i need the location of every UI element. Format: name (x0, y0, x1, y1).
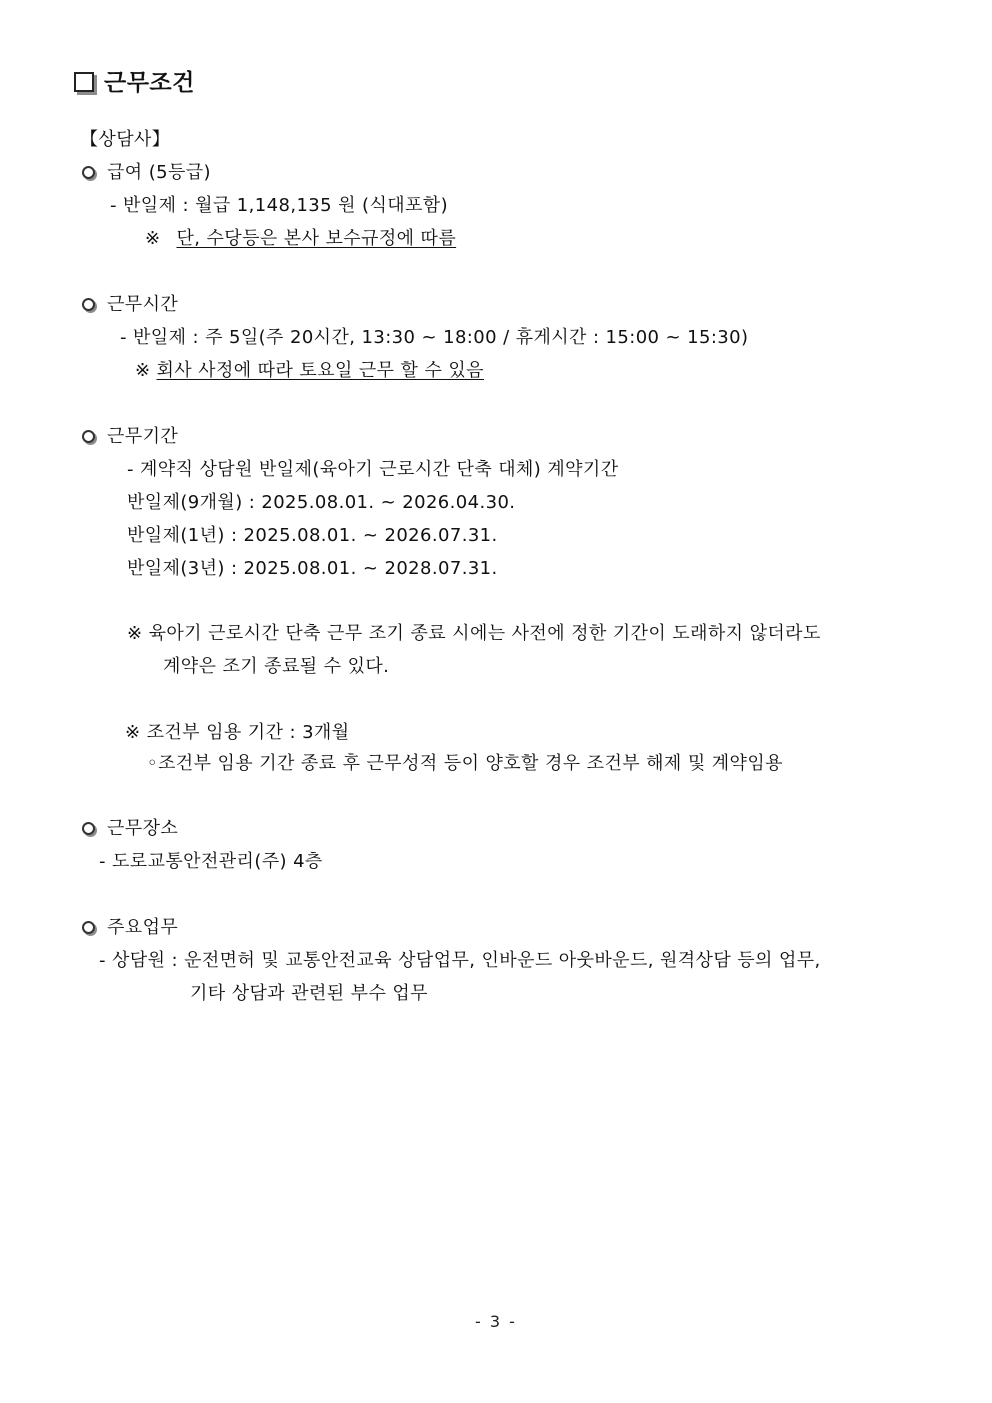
circle-bullet-icon (82, 166, 95, 179)
location-title: 근무장소 (107, 818, 179, 839)
page-number: - 3 - (475, 1312, 517, 1331)
probation-note: ※ 조건부 임용 기간 : 3개월 (125, 722, 350, 743)
period-heading (82, 425, 178, 449)
hours-detail: - 반일제 : 주 5일(주 20시간, 13:30 ~ 18:00 / 휴게시간 : 15:00 ~ 15:30) (120, 327, 749, 348)
period-detail: - 계약직 상담원 반일제(육아기 근로시간 단축 대체) 계약기간 (127, 459, 619, 480)
duties-line2: 기타 상담과 관련된 부수 업무 (190, 983, 428, 1004)
circle-bullet-icon (82, 298, 95, 311)
hours-note (135, 359, 484, 383)
period-title: 근무기간 (107, 426, 179, 447)
pay-detail: - 반일제 : 월급 1,148,135 원 (식대포함) (110, 195, 449, 216)
note-mark: ※ (135, 360, 151, 381)
location-detail: - 도로교통안전관리(주) 4층 (99, 851, 323, 872)
hours-heading (82, 293, 178, 317)
period-option: 반일제(9개월) : 2025.08.01. ~ 2026.04.30. (127, 492, 516, 513)
circle-bullet-icon (82, 921, 95, 934)
duties-title: 주요업무 (107, 917, 179, 938)
period-note-line1: ※ 육아기 근로시간 단축 근무 조기 종료 시에는 사전에 정한 기간이 도래하지 않더라도 (127, 623, 821, 644)
section-title: 근무조건 (104, 69, 195, 96)
checkbox-square-icon (74, 72, 94, 92)
hours-note-text: 회사 사정에 따라 토요일 근무 할 수 있음 (156, 360, 484, 381)
pay-note-text: 단, 수당등은 본사 보수규정에 따름 (176, 228, 457, 249)
circle-bullet-icon (82, 822, 95, 835)
pay-note (145, 227, 456, 251)
period-note-line2: 계약은 조기 종료될 수 있다. (163, 656, 390, 677)
duties-line1: - 상담원 : 운전면허 및 교통안전교육 상담업무, 인바운드 아웃바운드, 원격상담 등의 업무, (99, 950, 821, 971)
section-heading (74, 64, 195, 96)
period-option: 반일제(3년) : 2025.08.01. ~ 2028.07.31. (127, 558, 498, 579)
note-mark: ※ (145, 228, 161, 249)
period-option: 반일제(1년) : 2025.08.01. ~ 2026.07.31. (127, 525, 498, 546)
hours-title: 근무시간 (107, 294, 179, 315)
duties-heading (82, 916, 178, 940)
pay-title: 급여 (5등급) (107, 162, 211, 183)
role-label: 【상담사】 (80, 129, 171, 150)
probation-detail: ◦조건부 임용 기간 종료 후 근무성적 등이 양호할 경우 조건부 해제 및 계약임용 (147, 753, 783, 774)
location-heading (82, 817, 178, 841)
pay-heading (82, 161, 211, 185)
circle-bullet-icon (82, 430, 95, 443)
